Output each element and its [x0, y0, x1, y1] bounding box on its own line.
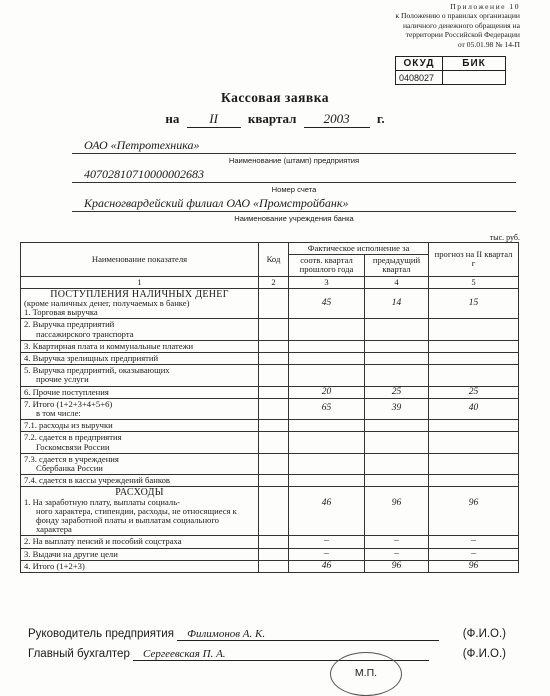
- value-forecast: [429, 319, 519, 340]
- row-label-main: 2. Выручка предприятий: [24, 319, 115, 330]
- value-forecast: [429, 353, 519, 365]
- organization-caption: Наименование (штамп) предприятия: [228, 156, 360, 165]
- okud-label: ОКУД: [396, 57, 443, 71]
- value-prev-quarter: [365, 353, 429, 365]
- table-row: [21, 386, 519, 398]
- row-code: [259, 560, 289, 572]
- value-forecast: [429, 340, 519, 352]
- value-prev-quarter: 96: [365, 560, 429, 572]
- accountant-name: Сергеевская П. А.: [143, 648, 226, 660]
- period-quarter: II: [187, 111, 241, 128]
- account-field: 40702810710000002683: [72, 166, 516, 183]
- table-row: [21, 365, 519, 386]
- row-code: [259, 319, 289, 340]
- appendix-line: к Положению о правилах организации: [395, 11, 520, 21]
- row-label-main: 7.2. сдается в предприятия: [24, 432, 122, 443]
- header-prev-year: соотв. квартал прошлого года: [289, 255, 365, 276]
- row-label: [21, 288, 259, 319]
- value-prev-year: –: [289, 536, 365, 548]
- row-label: 3. Выдачи на другие цели: [21, 548, 259, 560]
- col-number: 5: [429, 276, 519, 288]
- seal-place: М.П.: [330, 652, 402, 696]
- row-label: [21, 319, 259, 340]
- head-signature-line: [177, 628, 439, 641]
- value-prev-year: –: [289, 548, 365, 560]
- okud-value: 0408027: [396, 71, 443, 85]
- accountant-label: Главный бухгалтер: [28, 648, 130, 660]
- value-forecast: –: [429, 548, 519, 560]
- table-row: [21, 420, 519, 432]
- unit-label: тыс. руб.: [489, 233, 520, 242]
- row-code: [259, 548, 289, 560]
- row-label: [21, 365, 259, 386]
- row-label: 3. Квартирная плата и коммунальные платежи: [21, 340, 259, 352]
- row-label: [21, 432, 259, 453]
- code-boxes: [395, 56, 506, 85]
- row-label: 4. Итого (1+2+3): [21, 560, 259, 572]
- table-row: [21, 453, 519, 474]
- appendix-line: наличного денежного обращения на: [402, 20, 520, 30]
- value-prev-quarter: [365, 475, 429, 487]
- row-code: [259, 353, 289, 365]
- value-forecast: 15: [429, 288, 519, 319]
- value-prev-year: [289, 340, 365, 352]
- value-prev-year: [289, 432, 365, 453]
- period-kvartal: квартал: [247, 111, 297, 126]
- row-sublabel: Сбербанка России: [36, 463, 103, 474]
- row-code: [259, 487, 289, 536]
- row-label-2: 1. Торговая выручка: [24, 307, 98, 318]
- value-prev-year: [289, 420, 365, 432]
- value-forecast: 96: [429, 560, 519, 572]
- value-prev-year: 46: [289, 487, 365, 536]
- table-row: [21, 432, 519, 453]
- col-number: 2: [259, 276, 289, 288]
- period-line: [0, 111, 550, 128]
- table-row: [21, 340, 519, 352]
- head-label: Руководитель предприятия: [28, 628, 174, 640]
- table-row: [21, 487, 519, 536]
- row-code: [259, 386, 289, 398]
- row-label-main: 7.3. сдается в учреждения: [24, 453, 119, 464]
- period-year: 2003: [304, 111, 370, 128]
- value-prev-quarter: 96: [365, 487, 429, 536]
- period-g: г.: [376, 111, 385, 126]
- table-row: [21, 288, 519, 319]
- bank-field: Красногвардейский филиал ОАО «Промстройбанк»: [72, 195, 516, 212]
- value-forecast: [429, 475, 519, 487]
- value-prev-quarter: –: [365, 548, 429, 560]
- row-label: 6. Прочие поступления: [21, 386, 259, 398]
- row-sublabel: Госкомсвязи России: [36, 441, 110, 452]
- value-prev-year: [289, 365, 365, 386]
- value-prev-quarter: [365, 453, 429, 474]
- row-label: 7.1. расходы из выручки: [21, 420, 259, 432]
- value-prev-year: [289, 353, 365, 365]
- period-na: на: [165, 111, 180, 126]
- value-prev-year: [289, 319, 365, 340]
- row-sublabel: (кроме наличных денег, получаемых в банке): [24, 298, 190, 309]
- head-name: Филимонов А. К.: [187, 628, 266, 640]
- value-prev-year: 20: [289, 386, 365, 398]
- account-caption: Номер счета: [271, 185, 317, 194]
- row-label: 4. Выручка зрелищных предприятий: [21, 353, 259, 365]
- row-label: [21, 487, 259, 536]
- section-heading: ПОСТУПЛЕНИЯ НАЛИЧНЫХ ДЕНЕГ: [50, 288, 229, 300]
- value-prev-quarter: [365, 340, 429, 352]
- header-prev-quarter: предыдущий квартал: [365, 255, 429, 276]
- row-code: [259, 398, 289, 419]
- row-code: [259, 432, 289, 453]
- value-forecast: [429, 420, 519, 432]
- bik-value: [443, 71, 506, 85]
- value-forecast: –: [429, 536, 519, 548]
- document-title: Кассовая заявка: [220, 90, 330, 105]
- value-prev-quarter: 14: [365, 288, 429, 319]
- row-sublabel: ного характера, стипендии, расходы, не относящиеся к фонду заработной платы и выплатам социального характера: [36, 505, 237, 535]
- row-label-2: 1. На заработную плату, выплаты социаль-: [24, 496, 180, 507]
- header-code: Код: [259, 243, 289, 277]
- value-forecast: [429, 432, 519, 453]
- appendix-line: от 05.01.98 № 14-П: [457, 39, 520, 49]
- head-fio: (Ф.И.О.): [462, 628, 506, 640]
- col-number: 4: [365, 276, 429, 288]
- table-row: [21, 475, 519, 487]
- value-forecast: [429, 453, 519, 474]
- value-prev-quarter: 39: [365, 398, 429, 419]
- row-code: [259, 340, 289, 352]
- bank-caption: Наименование учреждения банка: [234, 214, 354, 223]
- table-row: [21, 353, 519, 365]
- value-prev-quarter: 25: [365, 386, 429, 398]
- row-label: 7.4. сдается в кассы учреждений банков: [21, 475, 259, 487]
- value-forecast: [429, 365, 519, 386]
- value-prev-quarter: [365, 432, 429, 453]
- row-code: [259, 365, 289, 386]
- value-forecast: 40: [429, 398, 519, 419]
- table-row: [21, 560, 519, 572]
- value-prev-quarter: –: [365, 536, 429, 548]
- value-forecast: 96: [429, 487, 519, 536]
- header-actual: Фактическое исполнение за: [289, 243, 429, 255]
- value-prev-year: 45: [289, 288, 365, 319]
- accountant-fio: (Ф.И.О.): [462, 648, 506, 660]
- row-code: [259, 420, 289, 432]
- value-prev-year: 65: [289, 398, 365, 419]
- row-sublabel: в том числе:: [36, 408, 81, 419]
- row-code: [259, 288, 289, 319]
- value-prev-quarter: [365, 365, 429, 386]
- row-label: [21, 453, 259, 474]
- section-heading: РАСХОДЫ: [115, 487, 164, 499]
- row-sublabel: прочие услуги: [36, 374, 89, 385]
- head-signature: [28, 628, 439, 641]
- table-row: [21, 319, 519, 340]
- value-prev-year: [289, 453, 365, 474]
- value-prev-quarter: [365, 319, 429, 340]
- header-name: Наименование показателя: [21, 243, 259, 277]
- row-label: 2. На выплату пенсий и пособий соцстраха: [21, 536, 259, 548]
- value-prev-quarter: [365, 420, 429, 432]
- appendix-note: [320, 2, 520, 49]
- header-forecast: прогноз на II квартал г: [429, 243, 519, 277]
- col-number: 3: [289, 276, 365, 288]
- col-number: 1: [21, 276, 259, 288]
- value-prev-year: 46: [289, 560, 365, 572]
- row-label: [21, 398, 259, 419]
- organization-field: ОАО «Петротехника»: [72, 137, 516, 154]
- value-prev-year: [289, 475, 365, 487]
- row-code: [259, 453, 289, 474]
- table-row: [21, 536, 519, 548]
- bik-label: БИК: [443, 57, 506, 71]
- value-forecast: 25: [429, 386, 519, 398]
- row-label-main: 7. Итого (1+2+3+4+5+6): [24, 398, 113, 409]
- row-sublabel: пассажирского транспорта: [36, 328, 134, 339]
- row-code: [259, 536, 289, 548]
- table-row: [21, 548, 519, 560]
- row-label-main: 5. Выручка предприятий, оказывающих: [24, 365, 170, 376]
- row-code: [259, 475, 289, 487]
- main-table: [20, 242, 519, 573]
- appendix-line: территории Российской Федерации: [405, 30, 520, 40]
- appendix-line: Приложение 10: [450, 2, 520, 11]
- table-row: [21, 398, 519, 419]
